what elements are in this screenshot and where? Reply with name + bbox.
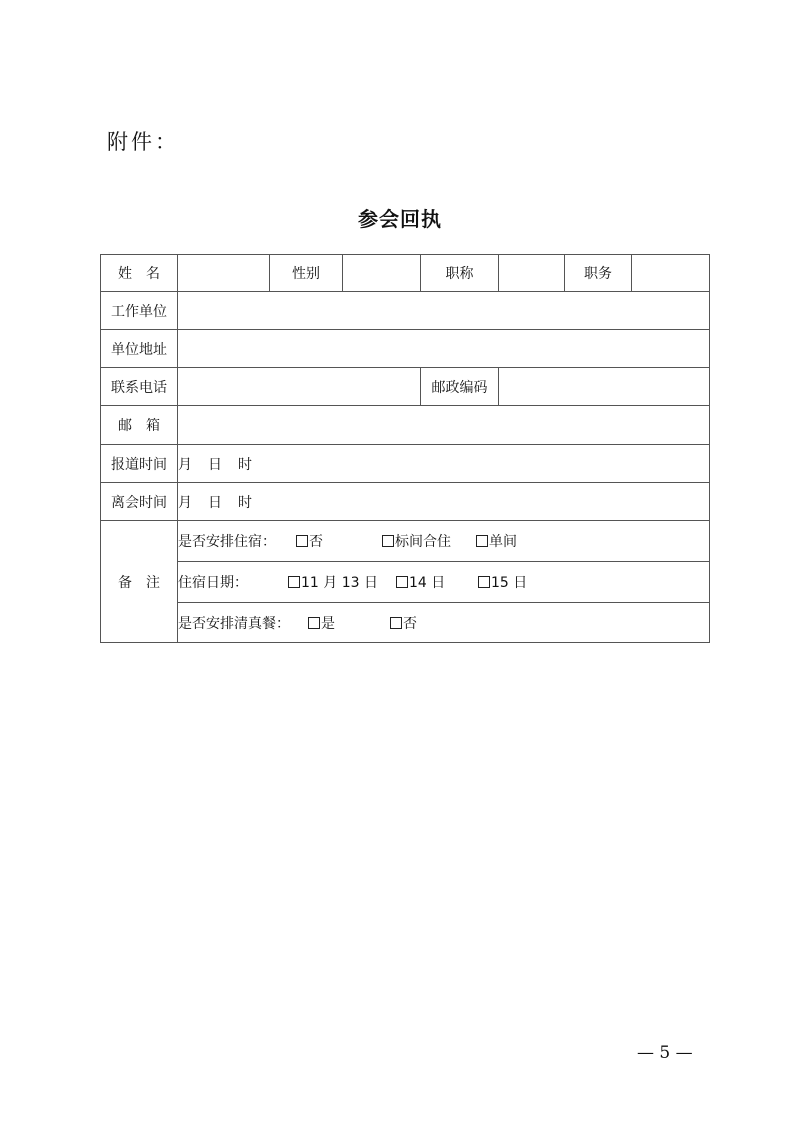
departure-label: 离会时间 xyxy=(101,483,178,521)
name-input-cell[interactable] xyxy=(178,255,270,292)
name-label: 姓 名 xyxy=(101,255,178,292)
row-arrival xyxy=(101,445,710,483)
row-email xyxy=(101,406,710,445)
row-unit-address xyxy=(101,330,710,368)
option-halal-no[interactable]: 否 xyxy=(390,613,417,633)
option-halal-yes[interactable]: 是 xyxy=(308,613,390,633)
stay-dates-cell xyxy=(178,562,710,603)
stay-dates-question: 住宿日期： xyxy=(178,575,248,591)
checkbox-icon[interactable] xyxy=(382,535,394,547)
accommodation-cell xyxy=(178,521,710,562)
checkbox-icon[interactable] xyxy=(476,535,488,547)
departure-input-cell[interactable] xyxy=(178,483,710,521)
row-accommodation xyxy=(101,521,710,562)
attachment-label: 附件： xyxy=(107,130,179,154)
option-date-15[interactable]: 15 日 xyxy=(478,572,527,592)
option-date-13[interactable]: 11 月 13 日 xyxy=(288,572,396,592)
phone-label: 联系电话 xyxy=(101,368,178,406)
title-input-cell[interactable] xyxy=(499,255,565,292)
work-unit-label: 工作单位 xyxy=(101,292,178,330)
page-number: — 5 — xyxy=(637,1043,693,1063)
option-date-14[interactable]: 14 日 xyxy=(396,572,478,592)
option-single-room[interactable]: 单间 xyxy=(476,531,517,551)
unit-address-label: 单位地址 xyxy=(101,330,178,368)
checkbox-icon[interactable] xyxy=(396,576,408,588)
work-unit-input-cell[interactable] xyxy=(178,292,710,330)
arrival-day: 日 xyxy=(208,456,222,473)
option-no-accommodation[interactable]: 否 xyxy=(296,531,382,551)
arrival-label: 报道时间 xyxy=(101,445,178,483)
departure-hour: 时 xyxy=(238,494,252,511)
arrival-month: 月 xyxy=(178,456,192,473)
row-work-unit xyxy=(101,292,710,330)
checkbox-icon[interactable] xyxy=(288,576,300,588)
halal-cell xyxy=(178,603,710,643)
checkbox-icon[interactable] xyxy=(296,535,308,547)
gender-input-cell[interactable] xyxy=(343,255,421,292)
reply-form-table xyxy=(100,254,710,643)
checkbox-icon[interactable] xyxy=(308,617,320,629)
arrival-hour: 时 xyxy=(238,456,252,473)
title-label: 职称 xyxy=(421,255,499,292)
email-label: 邮 箱 xyxy=(101,406,178,445)
postcode-input-cell[interactable] xyxy=(499,368,710,406)
row-departure xyxy=(101,483,710,521)
postcode-label: 邮政编码 xyxy=(421,368,499,406)
position-input-cell[interactable] xyxy=(632,255,710,292)
halal-question: 是否安排清真餐： xyxy=(178,615,290,632)
row-stay-dates xyxy=(101,562,710,603)
row-phone xyxy=(101,368,710,406)
row-name xyxy=(101,255,710,292)
gender-label: 性别 xyxy=(270,255,343,292)
departure-month: 月 xyxy=(178,494,192,511)
checkbox-icon[interactable] xyxy=(478,576,490,588)
position-label: 职务 xyxy=(565,255,632,292)
option-shared-room[interactable]: 标间合住 xyxy=(382,531,476,551)
row-halal xyxy=(101,603,710,643)
arrival-input-cell[interactable] xyxy=(178,445,710,483)
departure-day: 日 xyxy=(208,494,222,511)
accommodation-question: 是否安排住宿： xyxy=(178,534,276,550)
remarks-label: 备 注 xyxy=(101,521,178,643)
phone-input-cell[interactable] xyxy=(178,368,421,406)
checkbox-icon[interactable] xyxy=(390,617,402,629)
unit-address-input-cell[interactable] xyxy=(178,330,710,368)
form-title: 参会回执 xyxy=(358,207,442,231)
email-input-cell[interactable] xyxy=(178,406,710,445)
